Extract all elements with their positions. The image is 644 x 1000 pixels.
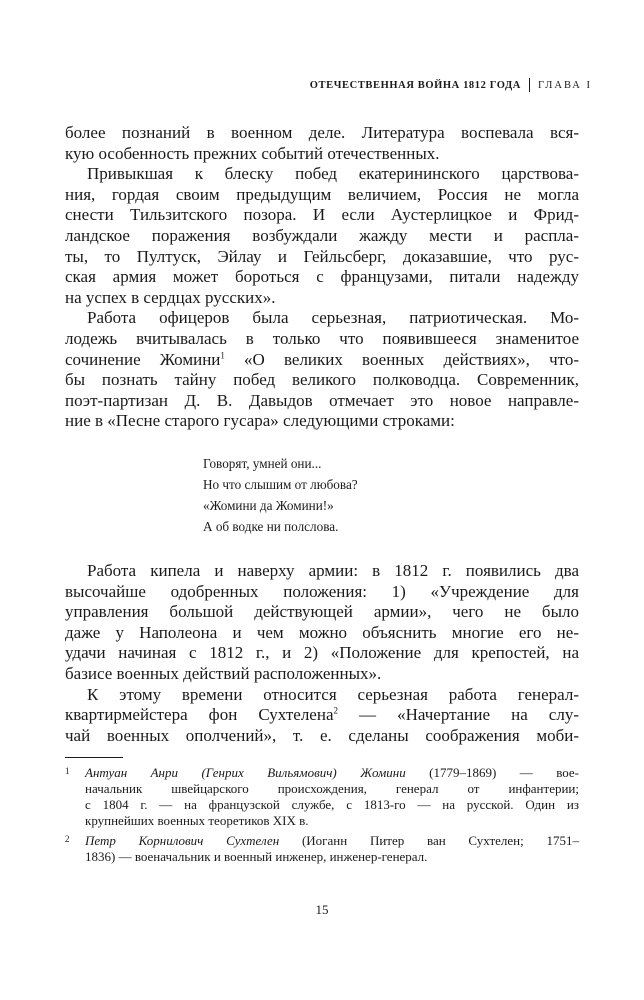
text-line [65, 705, 579, 725]
footnote-text: 1836) — военачальник и военный инженер, инженер-генерал. [85, 849, 428, 864]
footnote-text: (Иоганн Питер ван Сухтелен; 1751– [279, 833, 579, 848]
text-segment: высочайше одобренных положения: 1) «Учреждение для [65, 581, 579, 601]
text-segment: снести Тильзитского позора. И если Аустерлицкое и Фрид- [65, 205, 579, 225]
text-line [65, 144, 579, 164]
footnote-line [65, 849, 579, 865]
text-segment: кую особенность прежних событий отечественных. [65, 143, 440, 163]
text-segment: квартирмейстера фон Сухтелена [65, 705, 334, 725]
header-divider [529, 78, 530, 92]
footnote-number: 2 [65, 834, 70, 844]
text-line [65, 226, 579, 246]
text-segment: чай военных ополчений», т. е. сделаны соображения моби- [65, 725, 579, 745]
text-line [65, 391, 579, 411]
text-line [65, 561, 579, 581]
footnote-rule [65, 757, 123, 758]
text-line [65, 582, 579, 602]
text-line [65, 370, 579, 390]
verse-line: Говорят, умней они... [203, 456, 322, 471]
chapter-label: ГЛАВА I [537, 79, 592, 91]
footnote-text: с 1804 г. — на французской службе, с 1813-го — на русской. Один из [85, 797, 579, 812]
text-segment: на успех в сердцах русских». [65, 287, 276, 307]
footnote-line [65, 797, 579, 813]
text-segment: Работа офицеров была серьезная, патриотическая. Мо- [87, 308, 579, 328]
footnote-text: начальник швейцарского происхождения, генерал от инфантерии; [85, 781, 579, 796]
text-segment: К этому времени относится серьезная работа генерал- [87, 684, 579, 704]
text-line [65, 664, 579, 684]
text-segment: бы познать тайну побед великого полководца. Современник, [65, 370, 579, 390]
text-segment: ние в «Песне старого гусара» следующими строками: [65, 411, 455, 431]
text-segment: ская армия может бороться с французами, питали надежду [65, 267, 579, 287]
text-segment: поэт-партизан Д. В. Давыдов отмечает это новое направле- [65, 390, 579, 410]
text-line [65, 267, 579, 287]
verse-line: А об водке ни полслова. [203, 519, 339, 534]
footnote-ref: 1 [220, 349, 225, 360]
text-segment: более познаний в военном деле. Литература воспевала вся- [65, 123, 579, 142]
text-line [65, 623, 579, 643]
text-line [65, 726, 579, 746]
text-segment: базисе военных действий расположенных». [65, 664, 382, 683]
text-line [65, 164, 579, 184]
book-title: ОТЕЧЕСТВЕННАЯ ВОЙНА 1812 ГОДА [309, 79, 521, 91]
footnote-text: (1779–1869) — вое- [405, 765, 580, 780]
text-line [65, 185, 579, 205]
text-segment: Работа кипела и наверху армии: в 1812 г. появились два [87, 561, 579, 580]
text-segment: сочинение Жомини [65, 349, 221, 369]
page-number: 15 [315, 902, 329, 917]
footnote-line [65, 765, 579, 781]
running-header [310, 78, 592, 92]
text-segment: Привыкшая к блеску побед екатерининского царствова- [87, 164, 579, 184]
text-segment: ты, то Пултуск, Эйлау и Гейльсберг, доказавшие, что рус- [65, 246, 579, 266]
text-line [65, 205, 579, 225]
text-line [65, 685, 579, 705]
text-segment: лодежь вчитывалась в только что появившееся знаменитое [65, 329, 579, 348]
text-line [65, 123, 579, 143]
footnote-line [65, 813, 579, 829]
text-line [65, 350, 579, 370]
text-segment: «О великих военных действиях», что- [224, 349, 579, 369]
text-segment: ландское поражения возбуждали жажду мести и распла- [65, 226, 579, 245]
text-line [65, 308, 579, 328]
text-segment: даже у Наполеона и чем можно объяснить многие его не- [65, 622, 579, 642]
footnote-ref: 2 [333, 705, 338, 716]
text-line [65, 288, 579, 308]
text-line [65, 247, 579, 267]
text-line [65, 411, 579, 431]
footnote-line [65, 833, 579, 849]
footnote-line [65, 781, 579, 797]
footnote-text: крупнейших военных теоретиков XIX в. [85, 813, 309, 828]
verse-line: Но что слышим от любова? [203, 477, 358, 492]
text-segment: ния, гордая своим предыдущим величием, Россия не могла [65, 184, 579, 204]
text-segment: удачи начиная с 1812 г., и 2) «Положение для крепостей, на [65, 643, 579, 663]
text-line [65, 643, 579, 663]
footnote-name: Антуан Анри (Генрих Вильямович) Жомини [85, 765, 406, 780]
text-line [65, 329, 579, 349]
text-segment: — «Начертание на слу- [338, 705, 579, 725]
footnote-number: 1 [65, 766, 70, 776]
text-line [65, 602, 579, 622]
footnote [65, 833, 579, 865]
footnote-name: Петр Корнилович Сухтелен [85, 833, 280, 848]
text-segment: управления большой действующей армии», чего не было [65, 602, 579, 622]
footnote [65, 765, 579, 829]
verse-line: «Жомини да Жомини!» [203, 498, 334, 513]
